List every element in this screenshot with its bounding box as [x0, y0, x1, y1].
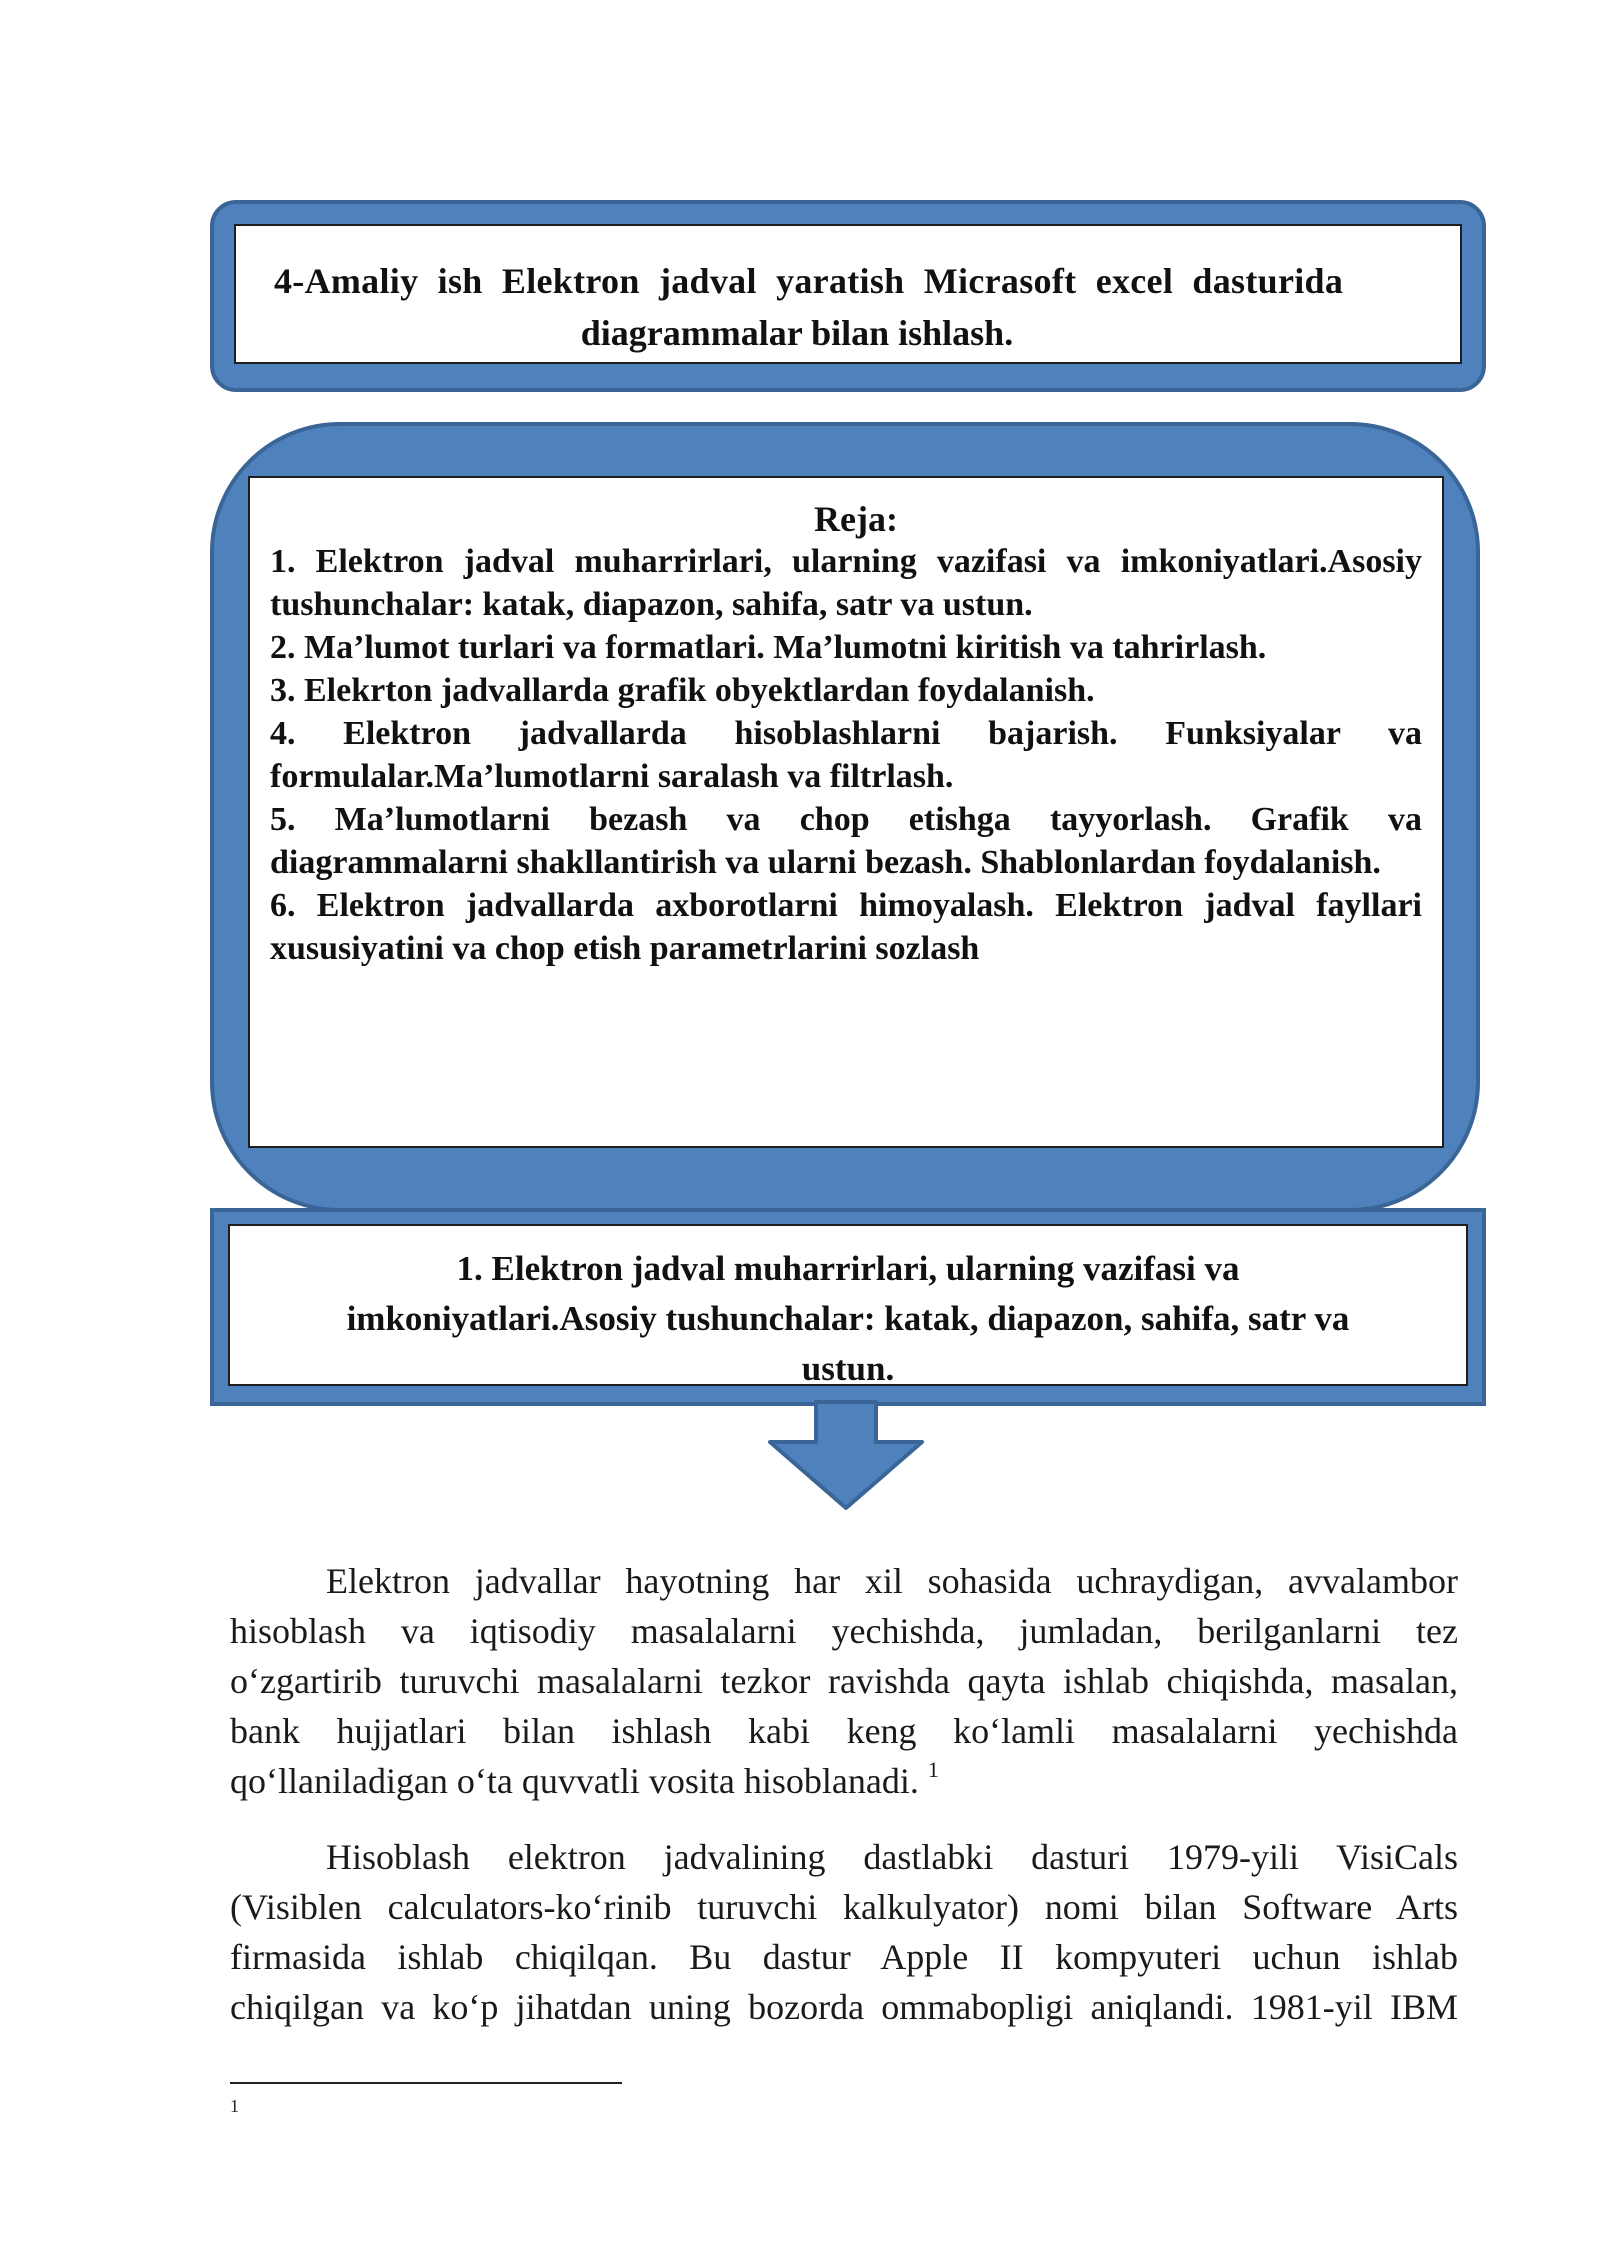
plan-item-2: 2. Ma’lumot turlari va formatlari. Ma’lumotni kiritish va tahrirlash. [270, 629, 1267, 666]
section-box [210, 1208, 1486, 1406]
footnote-number: 1 [230, 2096, 239, 2116]
plan-item-5: 5. Ma’lumotlarni bezash va chop etishga tayyorlash. Grafik va diagrammalarni shakllantirish va ularni bezash. Shablonlardan foydalanish. [270, 801, 1422, 881]
paragraph-2-line: firmasida ishlab chiqilqan. Bu dastur Apple II kompyuteri uchun ishlab [230, 1937, 1458, 1977]
title-box-inner [234, 224, 1462, 364]
paragraph-1-line: Elektron jadvallar hayotning har xil sohasida uchraydigan, avvalambor [326, 1561, 1458, 1601]
plan-item-1: 1. Elektron jadval muharrirlari, ularning vazifasi va imkoniyatlari.Asosiy tushunchalar: katak, diapazon, sahifa, satr va ustun. [270, 543, 1422, 623]
paragraph-1-line: bank hujjatlari bilan ishlash kabi keng ko‘lamli masalalarni yechishda [230, 1711, 1458, 1751]
title-line-1: 4-Amaliy ish Elektron jadval yaratish Micrasoft excel dasturida [274, 261, 1344, 301]
title-box [210, 200, 1486, 392]
paragraph-2-line: Hisoblash elektron jadvalining dastlabki dasturi 1979-yili VisiCals [326, 1837, 1458, 1877]
paragraph-1-line: qo‘llaniladigan o‘ta quvvatli vosita hisoblanadi. $^1$ [230, 1757, 939, 1801]
paragraph-2-line: chiqilgan va ko‘p jihatdan uning bozorda ommabopligi aniqlandi. 1981-yil IBM [230, 1987, 1458, 2027]
section-line-1: 1. Elektron jadval muharrirlari, ularning vazifasi va [456, 1249, 1240, 1288]
section-line-2: imkoniyatlari.Asosiy tushunchalar: katak, diapazon, sahifa, satr va [346, 1299, 1350, 1338]
title-line-2: diagrammalar bilan ishlash. [580, 313, 1014, 353]
plan-item-3: 3. Elekrton jadvallarda grafik obyektlardan foydalanish. [270, 672, 1095, 709]
paragraph-1-line: o‘zgartirib turuvchi masalalarni tezkor ravishda qayta ishlab chiqishda, masalan, [230, 1661, 1458, 1701]
paragraph-1 [230, 1556, 1458, 1806]
plan-item-4: 4. Elektron jadvallarda hisoblashlarni bajarish. Funksiyalar va formulalar.Ma’lumotlarni saralash va filtrlash. [270, 715, 1422, 795]
section-line-3: ustun. [801, 1349, 895, 1388]
footnote-separator [230, 2082, 622, 2084]
plan-heading: Reja: [814, 499, 898, 539]
plan-item-6: 6. Elektron jadvallarda axborotlarni himoyalash. Elektron jadval fayllari xususiyatini va chop etish parametrlarini sozlash [270, 887, 1422, 967]
down-arrow-icon [766, 1400, 926, 1512]
paragraph-2 [230, 1832, 1458, 2032]
plan-box [210, 422, 1480, 1212]
plan-box-inner [248, 476, 1444, 1148]
paragraph-2-line: (Visiblen calculators-ko‘rinib turuvchi kalkulyator) nomi bilan Software Arts [230, 1887, 1458, 1927]
footnote-reference[interactable]: 1 [927, 1757, 939, 1782]
section-box-inner [228, 1224, 1468, 1386]
paragraph-1-line: hisoblash va iqtisodiy masalalarni yechishda, jumladan, berilganlarni tez [230, 1611, 1458, 1651]
